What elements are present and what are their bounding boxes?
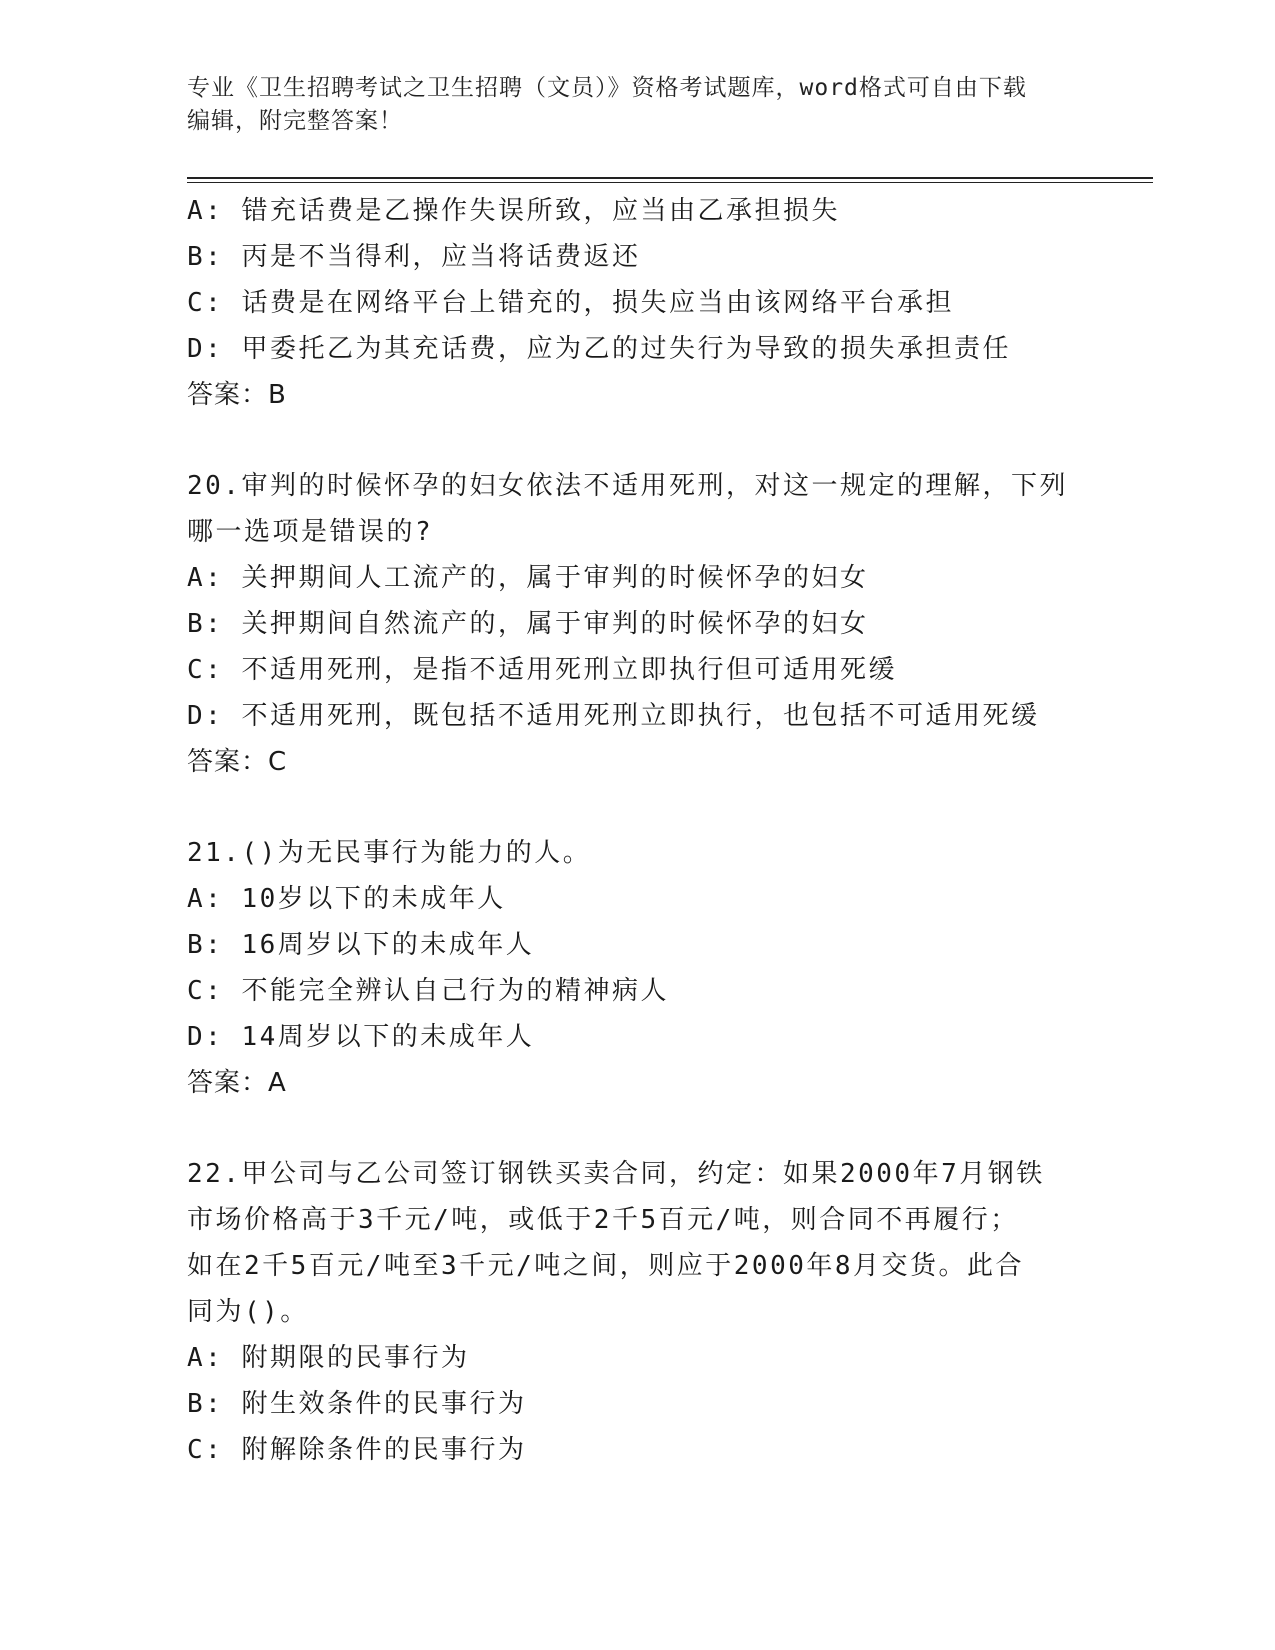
option-a: A: 10岁以下的未成年人 bbox=[187, 884, 506, 914]
option-c: C: 不能完全辨认自己行为的精神病人 bbox=[187, 976, 669, 1006]
header-line-2: 编辑，附完整答案！ bbox=[187, 108, 403, 134]
header-rule-thick bbox=[187, 177, 1153, 179]
option-d: D: 14周岁以下的未成年人 bbox=[187, 1022, 535, 1052]
question-stem-line: 22.甲公司与乙公司签订钢铁买卖合同，约定：如果2000年7月钢铁 bbox=[187, 1159, 1045, 1189]
option-b: B: 丙是不当得利，应当将话费返还 bbox=[187, 242, 641, 272]
question-stem-line: 21.()为无民事行为能力的人。 bbox=[187, 838, 592, 868]
option-c: C: 附解除条件的民事行为 bbox=[187, 1435, 527, 1465]
answer-line: 答案：A bbox=[187, 1068, 287, 1098]
question-stem-line: 20.审判的时候怀孕的妇女依法不适用死刑，对这一规定的理解，下列 bbox=[187, 471, 1068, 501]
option-b: B: 附生效条件的民事行为 bbox=[187, 1389, 527, 1419]
answer-line: 答案：C bbox=[187, 747, 288, 777]
question-stem-line: 哪一选项是错误的? bbox=[187, 517, 434, 547]
option-c: C: 话费是在网络平台上错充的，损失应当由该网络平台承担 bbox=[187, 288, 954, 318]
option-b: B: 关押期间自然流产的，属于审判的时候怀孕的妇女 bbox=[187, 609, 869, 639]
question-block-20 bbox=[187, 463, 1087, 785]
document-header bbox=[187, 72, 1067, 138]
answer-line: 答案：B bbox=[187, 380, 287, 410]
question-block-21 bbox=[187, 830, 1087, 1106]
header-line-1: 专业《卫生招聘考试之卫生招聘（文员）》资格考试题库，word格式可自由下载 bbox=[187, 75, 1027, 101]
option-b: B: 16周岁以下的未成年人 bbox=[187, 930, 535, 960]
header-rule-thin bbox=[187, 182, 1153, 183]
question-stem-line: 如在2千5百元/吨至3千元/吨之间，则应于2000年8月交货。此合 bbox=[187, 1251, 1025, 1281]
question-block-prev bbox=[187, 188, 1087, 418]
option-a: A: 错充话费是乙操作失误所致，应当由乙承担损失 bbox=[187, 196, 840, 226]
question-block-22 bbox=[187, 1151, 1087, 1473]
option-a: A: 关押期间人工流产的，属于审判的时候怀孕的妇女 bbox=[187, 563, 869, 593]
option-d: D: 甲委托乙为其充话费，应为乙的过失行为导致的损失承担责任 bbox=[187, 334, 1011, 364]
option-c: C: 不适用死刑，是指不适用死刑立即执行但可适用死缓 bbox=[187, 655, 897, 685]
question-stem-line: 同为()。 bbox=[187, 1297, 309, 1327]
question-content bbox=[187, 188, 1087, 1473]
question-stem-line: 市场价格高于3千元/吨，或低于2千5百元/吨，则合同不再履行； bbox=[187, 1205, 1019, 1235]
option-a: A: 附期限的民事行为 bbox=[187, 1343, 470, 1373]
option-d: D: 不适用死刑，既包括不适用死刑立即执行，也包括不可适用死缓 bbox=[187, 701, 1040, 731]
